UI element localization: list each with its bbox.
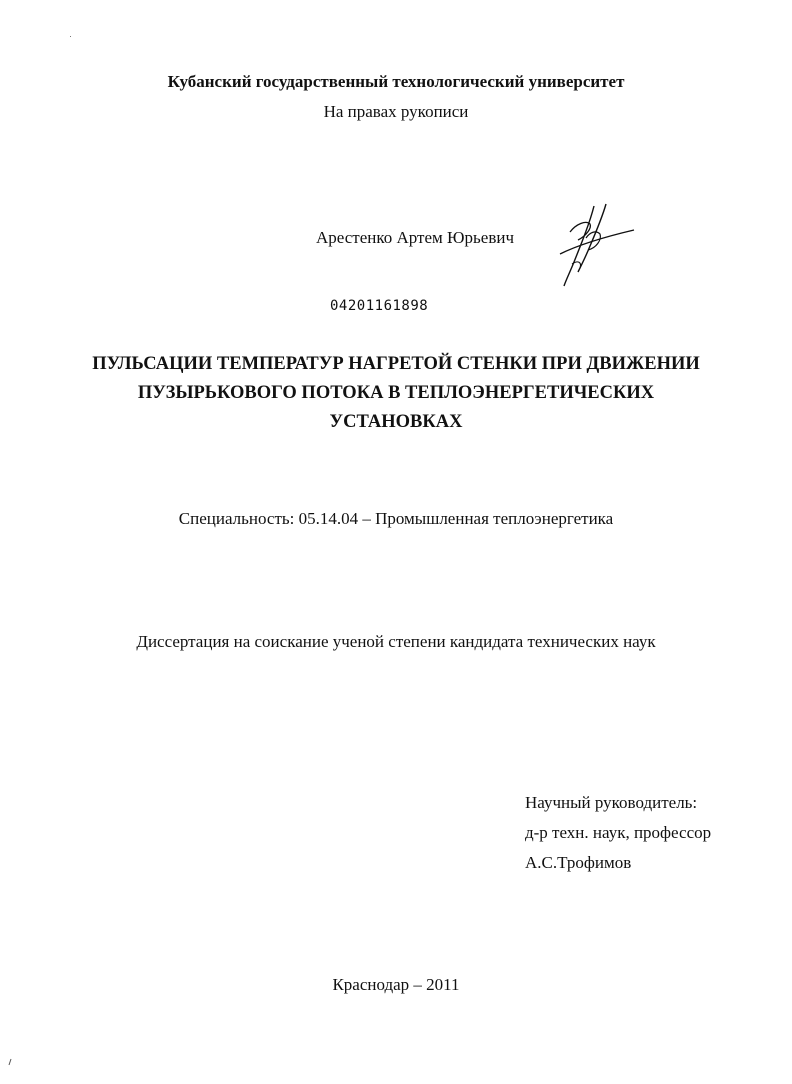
- scan-speck: [8, 1058, 12, 1066]
- title-line-1: ПУЛЬСАЦИИ ТЕМПЕРАТУР НАГРЕТОЙ СТЕНКИ ПРИ ДВИЖЕНИИ: [92, 354, 700, 374]
- dissertation-title: [0, 350, 792, 437]
- specialty: Специальность: 05.14.04 – Промышленная теплоэнергетика: [178, 509, 614, 528]
- title-line-2: ПУЗЫРЬКОВОГО ПОТОКА В ТЕПЛОЭНЕРГЕТИЧЕСКИХ: [137, 383, 655, 403]
- supervisor-role: Научный руководитель:: [525, 793, 698, 812]
- author-name: Арестенко Артем Юрьевич: [316, 228, 514, 247]
- scan-speck: [69, 35, 72, 39]
- city-year: Краснодар – 2011: [332, 975, 460, 994]
- title-line-3: УСТАНОВКАХ: [329, 412, 463, 432]
- university-name: Кубанский государственный технологический университет: [167, 72, 625, 91]
- manuscript-note: На правах рукописи: [323, 102, 469, 121]
- author-signature: [556, 202, 640, 288]
- supervisor-name: А.С.Трофимов: [525, 853, 632, 872]
- supervisor-credentials: д-р техн. наук, профессор: [525, 823, 712, 842]
- degree-statement: Диссертация на соискание ученой степени кандидата технических наук: [136, 632, 656, 651]
- supervisor-block: [525, 788, 711, 878]
- registration-number: 04201161898: [330, 298, 429, 314]
